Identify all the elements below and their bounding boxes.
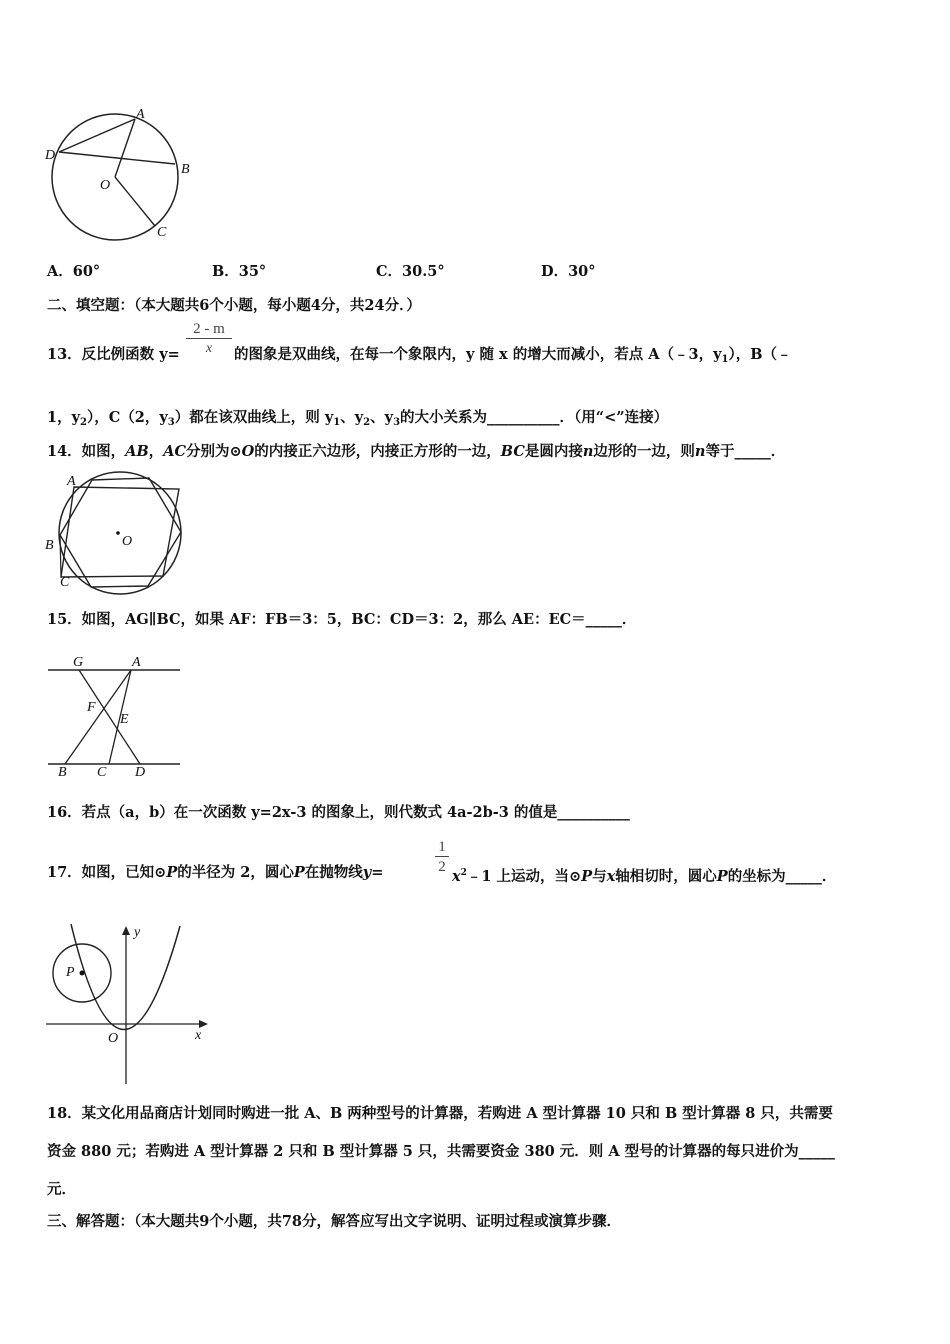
q13-l2e: 、y	[370, 409, 394, 426]
q17-e: 轴相切时，圆心	[615, 867, 717, 885]
q13-l2a: 1，y	[47, 409, 81, 426]
q17-x: x	[452, 867, 461, 885]
q13-part1: 13．反比例函数 y=	[47, 346, 180, 363]
q17-f: 的坐标为_____．	[727, 867, 837, 885]
q14-d: 是圆内接	[524, 443, 583, 460]
q14-c: 的内接正六边形，内接正方形的一边，	[254, 443, 501, 460]
q14-o: O	[241, 443, 255, 460]
label-F: F	[87, 700, 96, 715]
q13-l2-y1sub: 1	[333, 417, 341, 428]
label-O: O	[100, 178, 111, 193]
q13-line1	[47, 345, 180, 365]
q13-l2f: 的大小关系为__________．（用“<”连接）	[400, 409, 669, 426]
q17-fraction	[435, 838, 449, 877]
q14-f: 等于_____．	[705, 443, 786, 460]
figure-q12	[40, 105, 240, 245]
q18-line2: 资金 880 元；若购进 A 型计算器 2 只和 B 型计算器 5 只，共需要资金 380 元．则 A 型号的计算器的每只进价为_____	[47, 1143, 835, 1160]
label-A: A	[132, 655, 141, 670]
label-C: C	[60, 575, 70, 590]
q13-line1-rest	[234, 345, 792, 370]
q13-frac-den: x	[205, 341, 213, 356]
q13-line2	[47, 408, 668, 433]
q14-b: 分别为⊙	[186, 443, 242, 460]
q16-text: 16．若点（a，b）在一次函数 y=2x-3 的图象上，则代数式 4a-2b-3 的值是__________	[47, 804, 630, 821]
label-C: C	[157, 225, 167, 240]
q14-comma: ，	[148, 443, 164, 460]
q17-a: 17．如图，已知⊙	[47, 864, 167, 881]
label-O: O	[122, 534, 133, 549]
q17-b: 的半径为 2，圆心	[177, 864, 294, 881]
label-x: x	[195, 1028, 202, 1043]
q14-text	[47, 442, 785, 462]
q17-frac-num: 1	[435, 838, 449, 857]
label-G: G	[73, 655, 84, 670]
q13-sub1: 1	[721, 354, 729, 365]
q17-p2: P	[293, 864, 305, 881]
label-B: B	[45, 538, 54, 553]
label-y: y	[134, 925, 141, 940]
q14-ac: AC	[163, 443, 186, 460]
option-b: B．35°	[212, 263, 267, 280]
label-B: B	[58, 765, 67, 780]
q14-n: n	[582, 443, 594, 460]
q14-a: 14．如图，	[47, 443, 126, 460]
label-O: O	[108, 1031, 119, 1046]
section-3-heading: 三、解答题：（本大题共9个小题，共78分，解答应写出文字说明、证明过程或演算步骤．	[47, 1213, 622, 1230]
option-c: C．30.5°	[376, 263, 445, 280]
figure-q17	[42, 918, 217, 1088]
q14-ab: AB	[125, 443, 149, 460]
q13-l2-y3sub: 3	[393, 417, 401, 428]
q13-fraction	[186, 320, 232, 359]
q15-text: 15．如图，AG∥BC，如果 AF：FB＝3：5，BC：CD＝3：2，那么 AE：EC＝_____．	[47, 611, 637, 628]
q13-l2b: ），C（2，y	[86, 409, 168, 426]
q17-text-b	[452, 863, 836, 887]
figure-q15	[45, 650, 185, 780]
label-C: C	[97, 765, 107, 780]
q13-part3: ），B（﹣	[728, 346, 792, 363]
q17-sq: 2	[460, 868, 467, 878]
q17-p4: P	[716, 867, 728, 885]
q13-l2c: ）都在该双曲线上，则 y	[174, 409, 334, 426]
q17-frac-den: 2	[438, 859, 446, 875]
q13-l2d: 、y	[340, 409, 364, 426]
q14-bc: BC	[500, 443, 525, 460]
option-d: D．30°	[541, 263, 596, 280]
label-D: D	[135, 765, 146, 780]
label-E: E	[120, 712, 129, 727]
label-P: P	[66, 965, 75, 980]
q13-l2-sub3: 3	[167, 417, 175, 428]
q17-y: y	[362, 864, 372, 881]
section-2-heading: 二、填空题：（本大题共6个小题，每小题4分，共24分．）	[47, 297, 421, 314]
q17-eq: =	[371, 864, 384, 881]
q18-line3: 元．	[47, 1181, 76, 1198]
q14-n2: n	[694, 443, 706, 460]
q18-line1: 18．某文化用品商店计划同时购进一批 A、B 两种型号的计算器，若购进 A 型计算器 10 只和 B 型计算器 8 只，共需要	[47, 1105, 833, 1122]
q13-l2-sub2: 2	[80, 417, 87, 428]
q14-e: 边形的一边，则	[593, 443, 695, 460]
q13-frac-num: 2 - m	[186, 320, 232, 339]
q17-d: 与	[592, 867, 607, 885]
label-B: B	[181, 162, 190, 177]
q17-text-a	[47, 863, 383, 883]
label-A: A	[67, 474, 76, 489]
label-A: A	[136, 107, 145, 122]
figure-q14	[42, 470, 192, 595]
option-a: A．60°	[47, 263, 101, 280]
q17-rest: ﹣1 上运动，当⊙	[466, 867, 582, 885]
q17-p: P	[166, 864, 178, 881]
q17-c: 在抛物线	[304, 864, 363, 881]
q17-p3: P	[581, 867, 593, 885]
q13-l2-y2sub: 2	[363, 417, 371, 428]
label-D: D	[45, 148, 56, 163]
q17-x2: x	[606, 867, 616, 885]
q13-part2: 的图象是双曲线，在每一个象限内，y 随 x 的增大而减小，若点 A（﹣3，y	[234, 346, 722, 363]
